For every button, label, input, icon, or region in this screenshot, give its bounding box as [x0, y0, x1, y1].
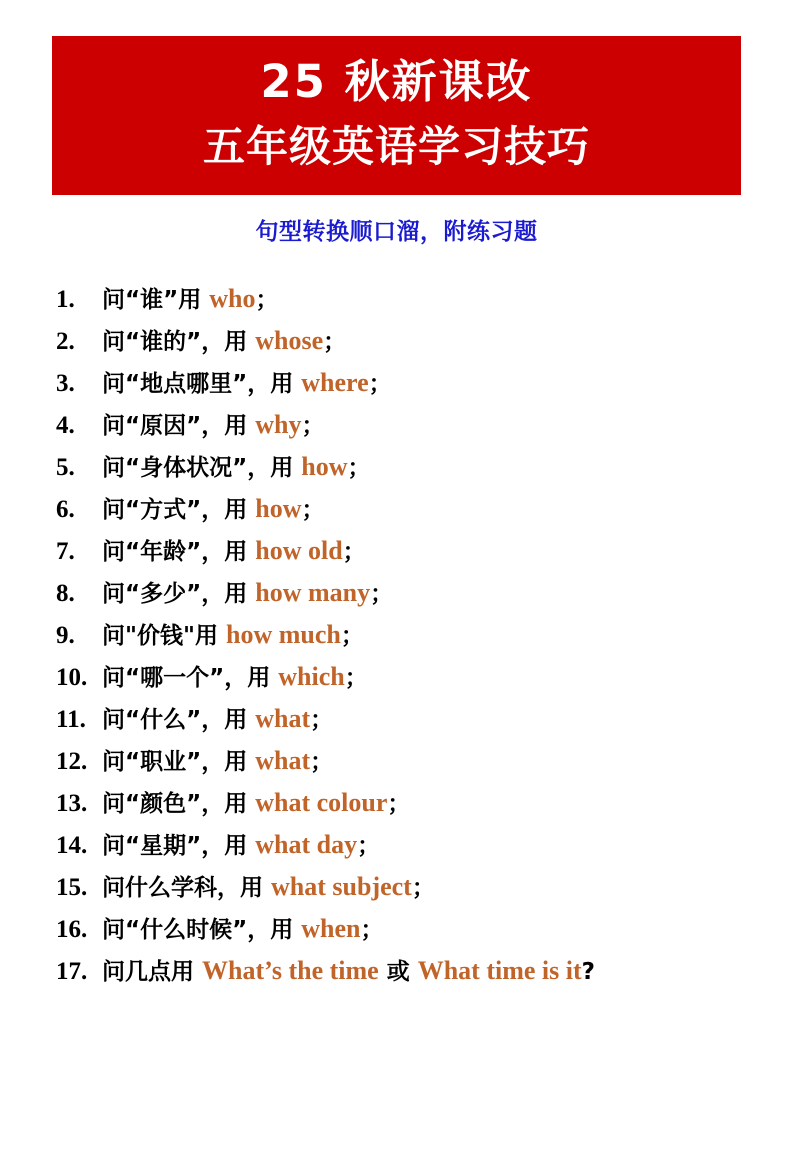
list-item-chinese: 问“地点哪里”，用	[102, 370, 302, 397]
list-item-text	[102, 619, 364, 649]
list-item-punctuation: ；	[323, 328, 347, 355]
list-item-punctuation: ；	[360, 916, 384, 943]
title-line-1: 25 秋新课改	[260, 55, 533, 108]
list-item-number: 10.	[56, 663, 88, 691]
list-item-text	[102, 325, 347, 355]
list-item-punctuation: ；	[301, 496, 325, 523]
list-item-punctuation: ；	[310, 748, 334, 775]
list-item-text	[102, 661, 368, 691]
list-item-text	[102, 871, 435, 901]
list-item	[56, 871, 737, 901]
list-item-english: who	[209, 283, 256, 313]
list-item-punctuation: ；	[347, 454, 371, 481]
list-item-punctuation: ；	[342, 538, 366, 565]
list-item-chinese: 问“年龄”，用	[102, 538, 256, 565]
list-item-text	[102, 577, 394, 607]
list-item-chinese: 问“谁”用	[102, 286, 210, 313]
list-item	[56, 619, 737, 649]
list-item-punctuation: ?	[581, 958, 595, 985]
list-item-english: how	[255, 493, 302, 523]
list-item-number: 4.	[56, 411, 75, 439]
list-item-chinese: 问“什么时候”，用	[102, 916, 302, 943]
list-item-punctuation: ；	[357, 832, 381, 859]
list-item-text	[102, 409, 325, 439]
list-item	[56, 955, 737, 985]
list-item-english: What’s the time	[202, 955, 379, 985]
list-item-number: 5.	[56, 453, 75, 481]
list-item-english: where	[301, 367, 369, 397]
list-item-number: 17.	[56, 957, 88, 985]
list-item-english: what	[255, 745, 311, 775]
list-item-text	[102, 955, 595, 985]
list-item-text	[102, 829, 381, 859]
list-item-chinese: 问“方式”，用	[102, 496, 256, 523]
list-item-english: which	[278, 661, 345, 691]
list-item-english: when	[301, 913, 361, 943]
list-item	[56, 829, 737, 859]
subtitle: 句型转换顺口溜，附练习题	[255, 218, 538, 245]
list-item-punctuation: ；	[387, 790, 411, 817]
list-item-number: 15.	[56, 873, 88, 901]
list-item	[56, 787, 737, 817]
list-item-english: how much	[225, 619, 341, 649]
list-item-chinese: 问“什么”，用	[102, 706, 256, 733]
list-item-text	[102, 703, 334, 733]
list-item-chinese: 问“原因”，用	[102, 412, 256, 439]
list-item-punctuation: ；	[301, 412, 325, 439]
list-item-english: what colour	[255, 787, 388, 817]
list-item	[56, 535, 737, 565]
list-item-punctuation: ；	[368, 370, 392, 397]
list-item	[56, 451, 737, 481]
list-item-chinese: 问什么学科，用	[102, 874, 272, 901]
list-item-number: 1.	[56, 285, 75, 313]
list-item	[56, 325, 737, 355]
list-item-text	[102, 451, 371, 481]
list-item-text	[102, 913, 384, 943]
list-item	[56, 367, 737, 397]
list-item-english: whose	[255, 325, 324, 355]
list-item-english: how many	[255, 577, 371, 607]
list-item-english: how	[301, 451, 348, 481]
list-item-chinese: 问“身体状况”，用	[102, 454, 302, 481]
list-item-text	[102, 283, 279, 313]
list-item-punctuation: ；	[411, 874, 435, 901]
list-item-number: 11.	[56, 705, 86, 733]
list-item-punctuation: ；	[340, 622, 364, 649]
list-item-punctuation: ；	[255, 286, 279, 313]
list-item-chinese: 问“职业”，用	[102, 748, 256, 775]
document-page	[0, 36, 793, 1158]
list-item-number: 7.	[56, 537, 75, 565]
list-item-chinese: 问“颜色”，用	[102, 790, 256, 817]
list-item-text	[102, 493, 325, 523]
list-item-punctuation: ；	[370, 580, 394, 607]
list-item-english: what day	[255, 829, 358, 859]
list-item-english: how old	[255, 535, 343, 565]
list-item-number: 2.	[56, 327, 75, 355]
list-item	[56, 661, 737, 691]
list-item-chinese: 问几点用	[102, 958, 203, 985]
list-item-text	[102, 745, 334, 775]
list-item-number: 14.	[56, 831, 88, 859]
list-item-text	[102, 787, 411, 817]
list-item	[56, 409, 737, 439]
list-item-english: what	[255, 703, 311, 733]
tips-list	[0, 283, 793, 985]
list-item-number: 16.	[56, 915, 88, 943]
list-item-english: what subject	[271, 871, 412, 901]
list-item-number: 6.	[56, 495, 75, 523]
list-item	[56, 745, 737, 775]
list-item	[56, 577, 737, 607]
list-item-number: 13.	[56, 789, 88, 817]
list-item-chinese: 问“哪一个”，用	[102, 664, 279, 691]
list-item-number: 12.	[56, 747, 88, 775]
list-item-number: 8.	[56, 579, 75, 607]
list-item	[56, 913, 737, 943]
list-item-text	[102, 367, 392, 397]
list-item-chinese: 问“多少”，用	[102, 580, 256, 607]
list-item	[56, 283, 737, 313]
title-banner	[52, 36, 741, 195]
list-item-english-alt: What time is it	[417, 955, 582, 985]
list-item	[56, 493, 737, 523]
list-item-chinese: 问“谁的”，用	[102, 328, 256, 355]
list-item-text	[102, 535, 366, 565]
list-item	[56, 703, 737, 733]
list-item-conjunction: 或	[378, 958, 418, 985]
list-item-number: 9.	[56, 621, 75, 649]
list-item-punctuation: ；	[310, 706, 334, 733]
title-line-2: 五年级英语学习技巧	[202, 122, 590, 172]
list-item-chinese: 问"价钱"用	[102, 622, 226, 649]
list-item-english: why	[255, 409, 302, 439]
list-item-punctuation: ；	[344, 664, 368, 691]
list-item-number: 3.	[56, 369, 75, 397]
list-item-chinese: 问“星期”，用	[102, 832, 256, 859]
